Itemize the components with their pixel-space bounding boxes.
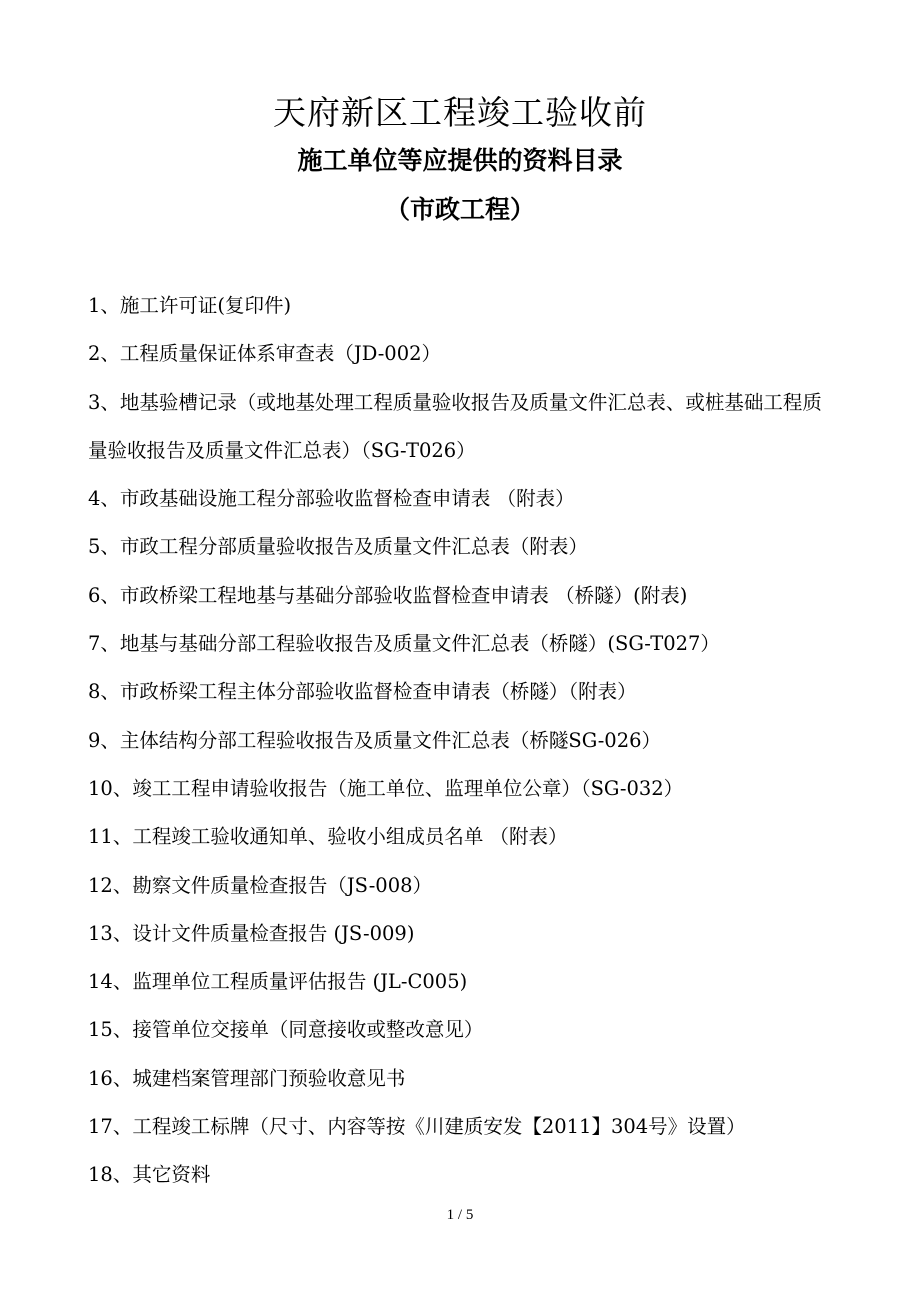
document-item-list xyxy=(88,282,848,1200)
list-item: 16、城建档案管理部门预验收意见书 xyxy=(88,1066,406,1090)
list-item: 17、工程竣工标牌（尺寸、内容等按《川建质安发【2011】304号》设置） xyxy=(88,1115,746,1139)
page-number: 1 / 5 xyxy=(446,1207,474,1223)
document-category: （市政工程） xyxy=(384,195,535,224)
list-item: 12、勘察文件质量检查报告（JS-008） xyxy=(88,873,433,897)
list-item: 8、市政桥梁工程主体分部验收监督检查申请表（桥隧）（附表） xyxy=(88,680,637,704)
list-item: 14、监理单位工程质量评估报告 (JL-C005) xyxy=(88,970,468,994)
document-subtitle: 施工单位等应提供的资料目录 xyxy=(297,146,623,175)
list-item: 18、其它资料 xyxy=(88,1163,211,1187)
list-item: 7、地基与基础分部工程验收报告及质量文件汇总表（桥隧）(SG-T027） xyxy=(88,632,720,656)
list-item: 11、工程竣工验收通知单、验收小组成员名单 （附表） xyxy=(88,825,568,849)
list-item: 10、竣工工程申请验收报告（施工单位、监理单位公章）（SG-032） xyxy=(88,776,684,800)
list-item: 1、施工许可证(复印件) xyxy=(88,294,292,317)
list-item: 2、工程质量保证体系审查表（JD-002） xyxy=(88,342,442,366)
list-item: 9、主体结构分部工程验收报告及质量文件汇总表（桥隧SG-026） xyxy=(88,728,662,752)
list-item: 15、接管单位交接单（同意接收或整改意见） xyxy=(88,1018,484,1042)
list-item: 3、地基验槽记录（或地基处理工程质量验收报告及质量文件汇总表、或桩基础工程质量验收报告及质量文件汇总表）（SG-T026） xyxy=(88,390,822,462)
list-item: 5、市政工程分部质量验收报告及质量文件汇总表（附表） xyxy=(88,535,588,559)
list-item: 13、设计文件质量检查报告 (JS-009) xyxy=(88,921,415,945)
document-title: 天府新区工程竣工验收前 xyxy=(273,93,647,132)
list-item: 6、市政桥梁工程地基与基础分部验收监督检查申请表 （桥隧）(附表) xyxy=(88,583,688,607)
list-item: 4、市政基础设施工程分部验收监督检查申请表 （附表） xyxy=(88,487,575,511)
